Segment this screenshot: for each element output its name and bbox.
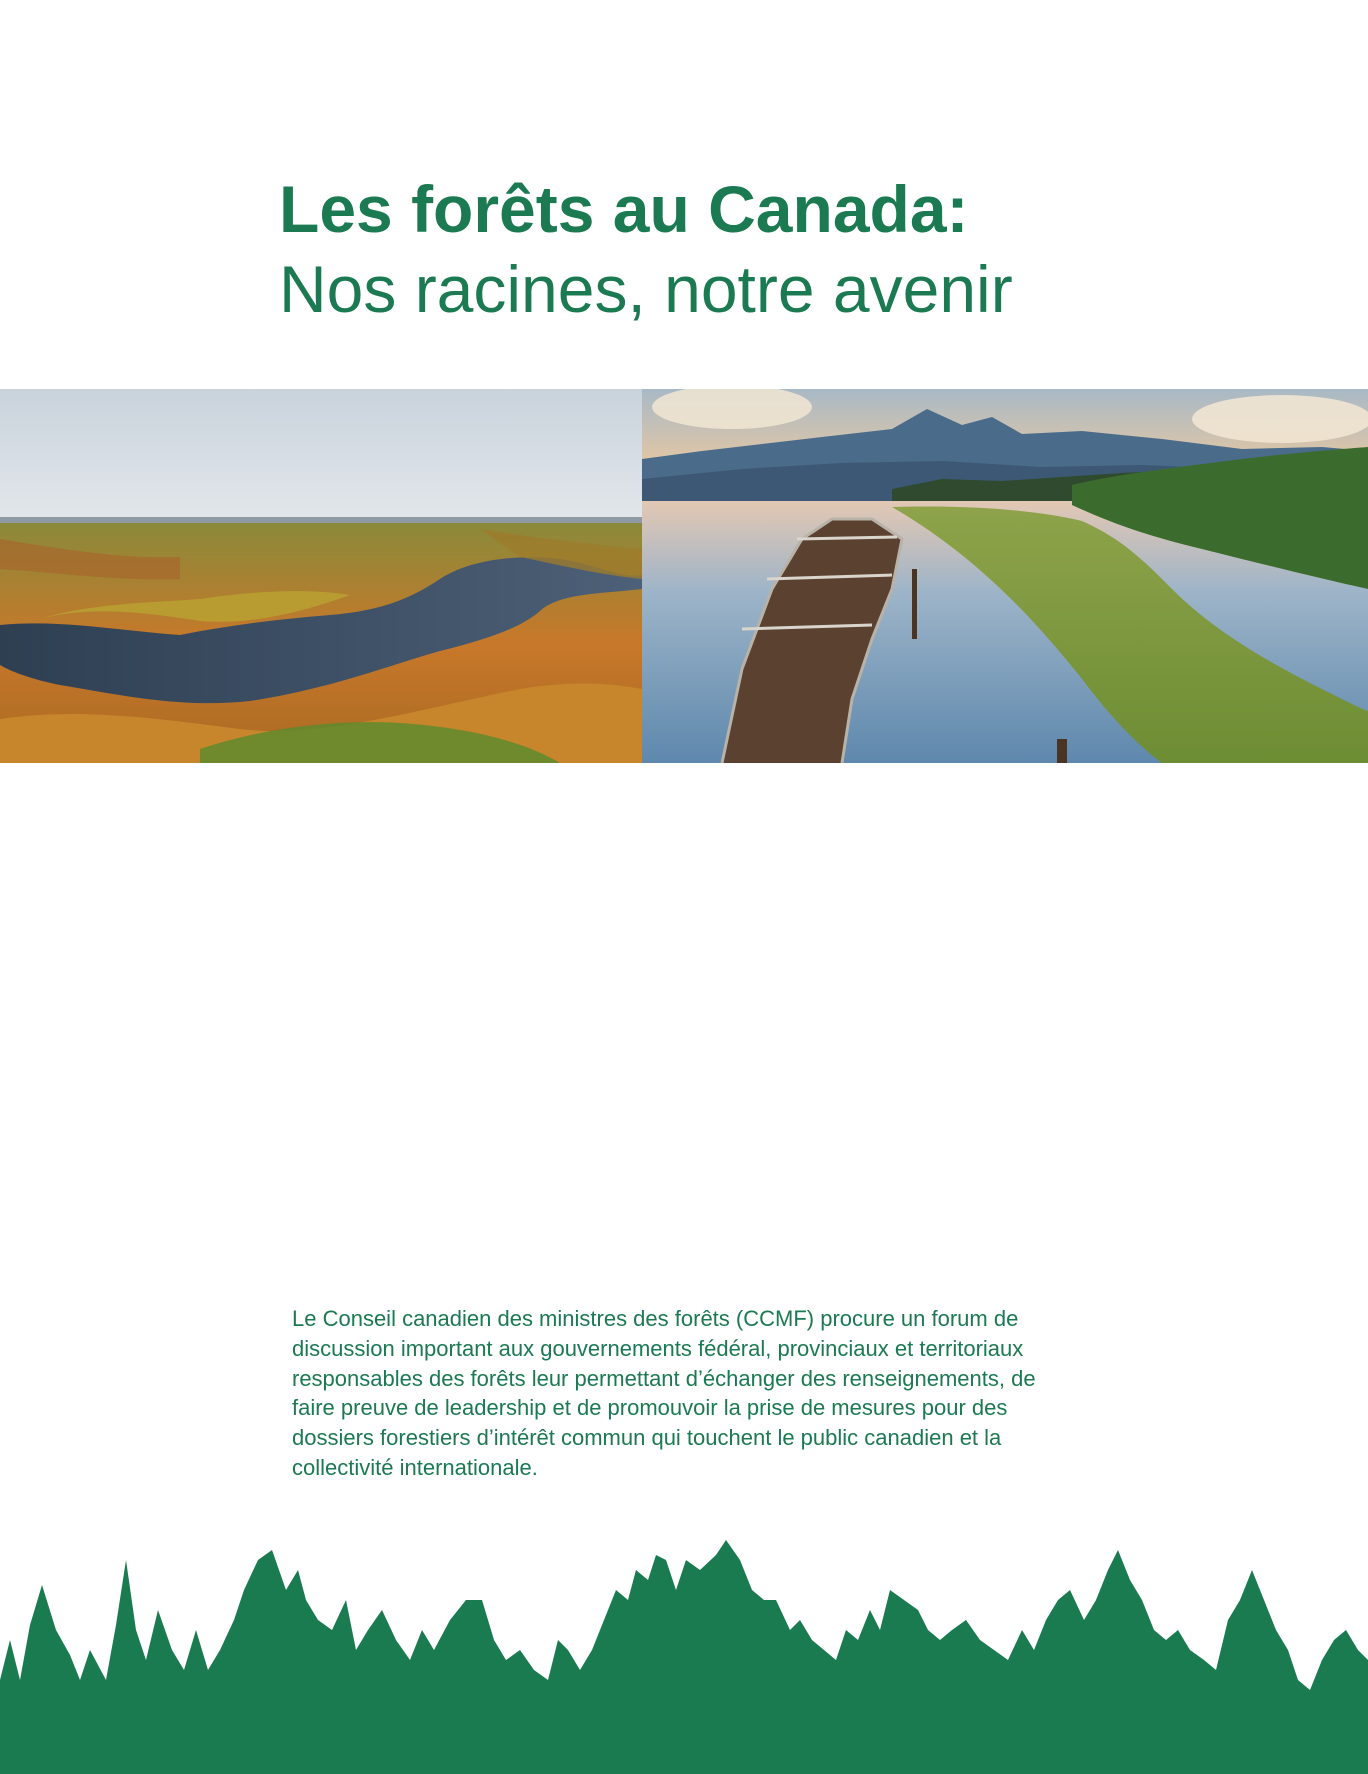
body-paragraph: Le Conseil canadien des ministres des forêts (CCMF) procure un forum de discussion important aux gouvernements fédéral, provinciaux et territoriaux responsables des forêts leur permettant d’échanger des renseignements, de faire preuve de leadership et de promouvoir la prise de mesures pour des dossiers forestiers d’intérêt commun qui touchent le public canadien et la collectivité internationale. bbox=[292, 1306, 1036, 1480]
page-title bbox=[279, 170, 1179, 330]
autumn-forest-lake-photo bbox=[0, 389, 642, 763]
tree-silhouette-icon bbox=[0, 1530, 1368, 1774]
title-subtitle: Nos racines, notre avenir bbox=[279, 252, 1013, 326]
title-main: Les forêts au Canada: bbox=[279, 172, 969, 246]
log-boom-river-mountains-photo bbox=[642, 389, 1368, 763]
